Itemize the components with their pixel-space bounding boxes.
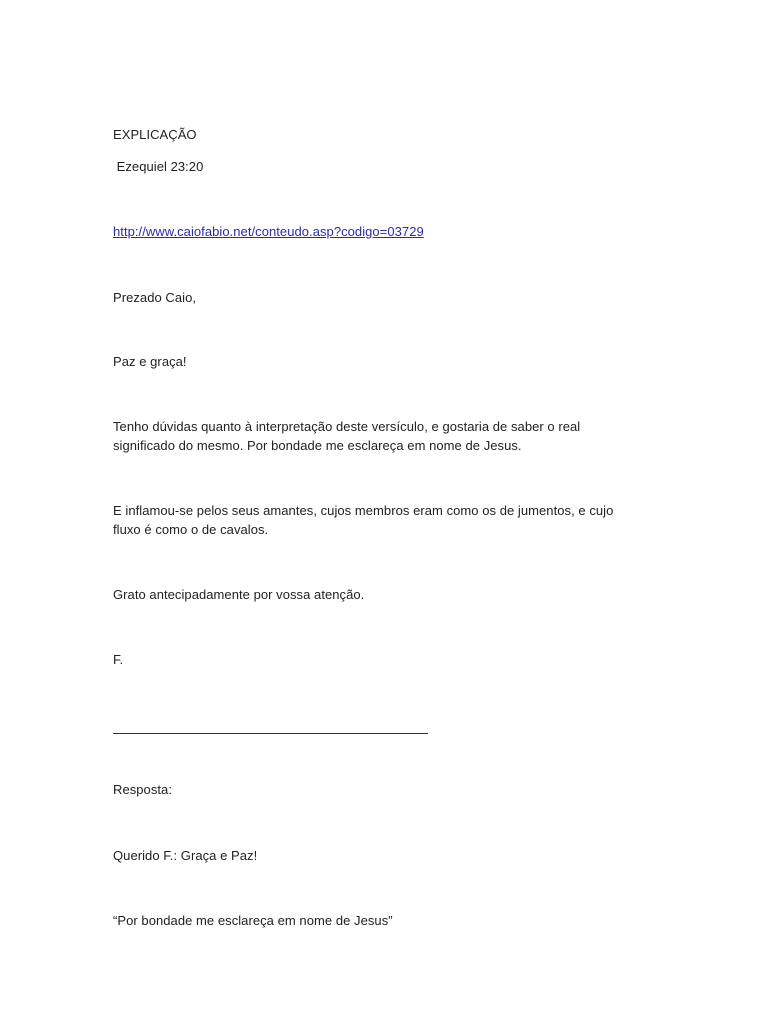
verse-line-2: fluxo é como o de cavalos. <box>113 522 269 537</box>
separator-rule <box>113 733 428 734</box>
source-link[interactable]: http://www.caiofabio.net/conteudo.asp?codigo=03729 <box>113 224 424 239</box>
quoted-request: “Por bondade me esclareça em nome de Jesus” <box>113 913 393 928</box>
question-line-2: significado do mesmo. Por bondade me esclareça em nome de Jesus. <box>113 438 522 453</box>
question-line-1: Tenho dúvidas quanto à interpretação deste versículo, e gostaria de saber o real <box>113 419 581 434</box>
response-label: Resposta: <box>113 782 172 797</box>
scripture-reference: Ezequiel 23:20 <box>113 159 204 174</box>
thanks-line: Grato antecipadamente por vossa atenção. <box>113 587 365 602</box>
verse-line-1: E inflamou-se pelos seus amantes, cujos membros eram como os de jumentos, e cujo <box>113 503 614 518</box>
document-heading: EXPLICAÇÃO <box>113 127 197 142</box>
signature: F. <box>113 652 124 667</box>
response-greeting: Querido F.: Graça e Paz! <box>113 848 258 863</box>
letter-greeting: Prezado Caio, <box>113 290 197 305</box>
letter-salutation: Paz e graça! <box>113 354 187 369</box>
